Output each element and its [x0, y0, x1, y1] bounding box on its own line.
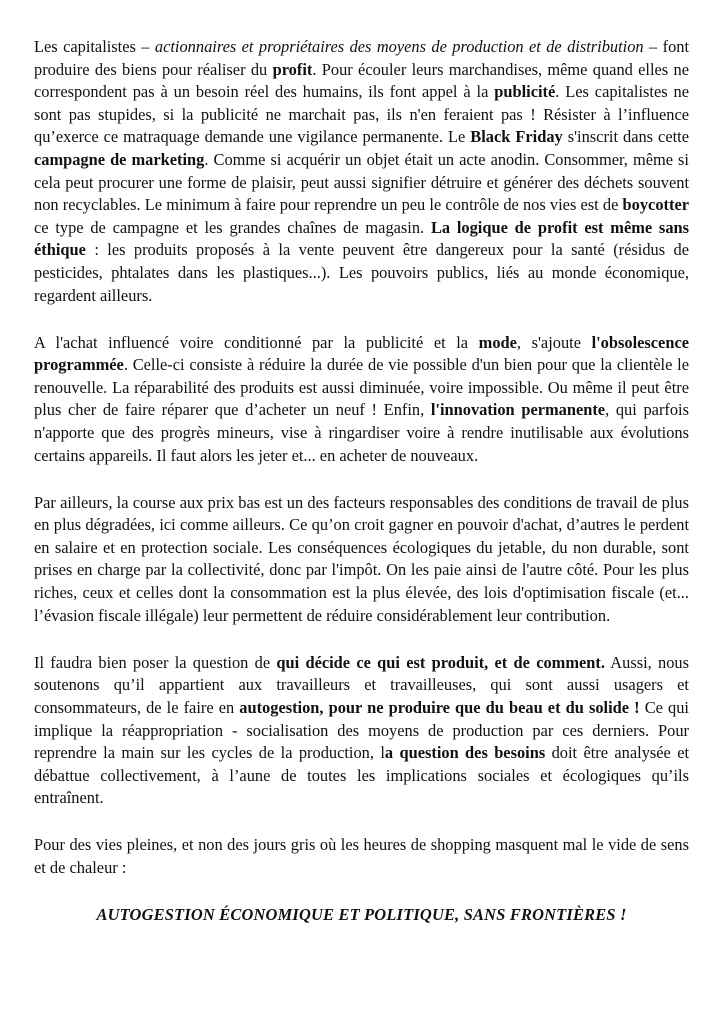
- closing-slogan: AUTOGESTION ÉCONOMIQUE ET POLITIQUE, SANS FRONTIÈRES !: [96, 905, 627, 925]
- paragraph-conclusion: [34, 834, 689, 879]
- text-run: Par ailleurs, la course aux prix bas est un des facteurs responsables des conditions de travail de plus en plus dégradées, ici comme ailleurs. Ce qu’on croit gagner en pouvoir d'achat, d’autres le perdent en salaire et en protection sociale. Les conséquences écologiques du jetable, du non durable, sont prises en charge par la collectivité, donc par l'impôt. On les paie ainsi de l'autre côté. Pour les plus riches, ceux et celles dont la consommation est la plus élevée, des lois d'optimisation fiscale (et... l’évasion fiscale illégale) leur permettent de réduire considérablement leur contribution.: [34, 492, 689, 625]
- bold-text-run: autogestion, pour ne produire que du beau et du solide !: [239, 697, 640, 717]
- document-body: [34, 36, 689, 880]
- bold-text-run: Black Friday: [470, 127, 563, 147]
- paragraph-self-management: [34, 652, 689, 810]
- text-run: : les produits proposés à la vente peuvent être dangereux pour la santé (résidus de pesticides, phtalates dans les plastiques...). Les pouvoirs publics, liés au monde économique, regardent ailleurs.: [34, 240, 689, 305]
- bold-text-run: a question des besoins: [384, 743, 546, 763]
- bold-text-run: profit: [272, 59, 313, 79]
- text-run: Il faudra bien poser la question de: [34, 652, 277, 672]
- text-run: – font produire des biens pour réaliser du: [34, 37, 690, 79]
- bold-text-run: campagne de marketing: [34, 149, 205, 169]
- paragraph-capitalism-advertising: [34, 36, 689, 307]
- bold-text-run: boycotter: [622, 195, 689, 215]
- text-run: , qui parfois n'apporte que des progrès mineurs, vise à ringardiser voire à rendre inutilisable aux évolutions certains appareils. Il faut alors les jeter et... en acheter de nouveaux.: [34, 400, 689, 465]
- text-run: , s'ajoute: [516, 332, 592, 352]
- bold-text-run: publicité: [494, 82, 556, 102]
- text-run: . Pour écouler leurs marchandises, même quand elles ne correspondent pas à un besoin réel des humains, ils font appel à la: [34, 59, 689, 102]
- text-run: . Comme si acquérir un objet était un acte anodin. Consommer, même si cela peut procurer une forme de plaisir, peut aussi signifier détruire et générer des déchets souvent non recyclables. Le minimum à faire pour reprendre un peu le contrôle de nos vies est de: [34, 149, 689, 215]
- italic-text-run: actionnaires et propriétaires des moyens de production et de distribution: [154, 37, 644, 56]
- text-run: Les capitalistes –: [34, 37, 155, 56]
- bold-text-run: l'innovation permanente: [430, 400, 606, 420]
- text-run: Ce qui implique la réappropriation - socialisation des moyens de production par ces derniers. Pour reprendre la main sur les cycles de la production, l: [34, 697, 689, 763]
- paragraph-low-prices: [34, 492, 689, 628]
- bold-text-run: l'obsolescence programmée: [34, 332, 689, 375]
- text-run: . Celle-ci consiste à réduire la durée de vie possible d'un bien pour que la clientèle le renouvelle. La réparabilité des produits est aussi diminuée, voire impossible. Ou même il peut être plus cher de faire réparer que d’acheter un neuf ! Enfin,: [34, 355, 689, 420]
- text-run: Pour des vies pleines, et non des jours gris où les heures de shopping masquent mal le vide de sens et de chaleur :: [34, 835, 689, 877]
- text-run: doit être analysée et débattue collectivement, à l’aune de toutes les implications sociales et écologiques qu’ils entraînent.: [34, 743, 690, 808]
- bold-text-run: qui décide ce qui est produit, et de comment.: [276, 652, 605, 672]
- text-run: Aussi, nous soutenons qu’il appartient aux travailleurs et travailleuses, qui sont aussi usagers et consommateurs, de le faire en: [34, 652, 689, 717]
- text-run: ce type de campagne et les grandes chaînes de magasin.: [34, 217, 431, 237]
- text-run: . Les capitalistes ne sont pas stupides, si la publicité ne marchait pas, ils n'en feraient pas ! Résister à l’influence qu’exerce ce matraquage demande une vigilance permanente. Le: [34, 82, 689, 147]
- bold-text-run: mode: [478, 332, 517, 352]
- bold-text-run: La logique de profit est même sans éthique: [34, 217, 690, 260]
- paragraph-planned-obsolescence: [34, 332, 689, 468]
- text-run: A l'achat influencé voire conditionné par la publicité et la: [34, 332, 479, 352]
- text-run: s'inscrit dans cette: [562, 127, 689, 147]
